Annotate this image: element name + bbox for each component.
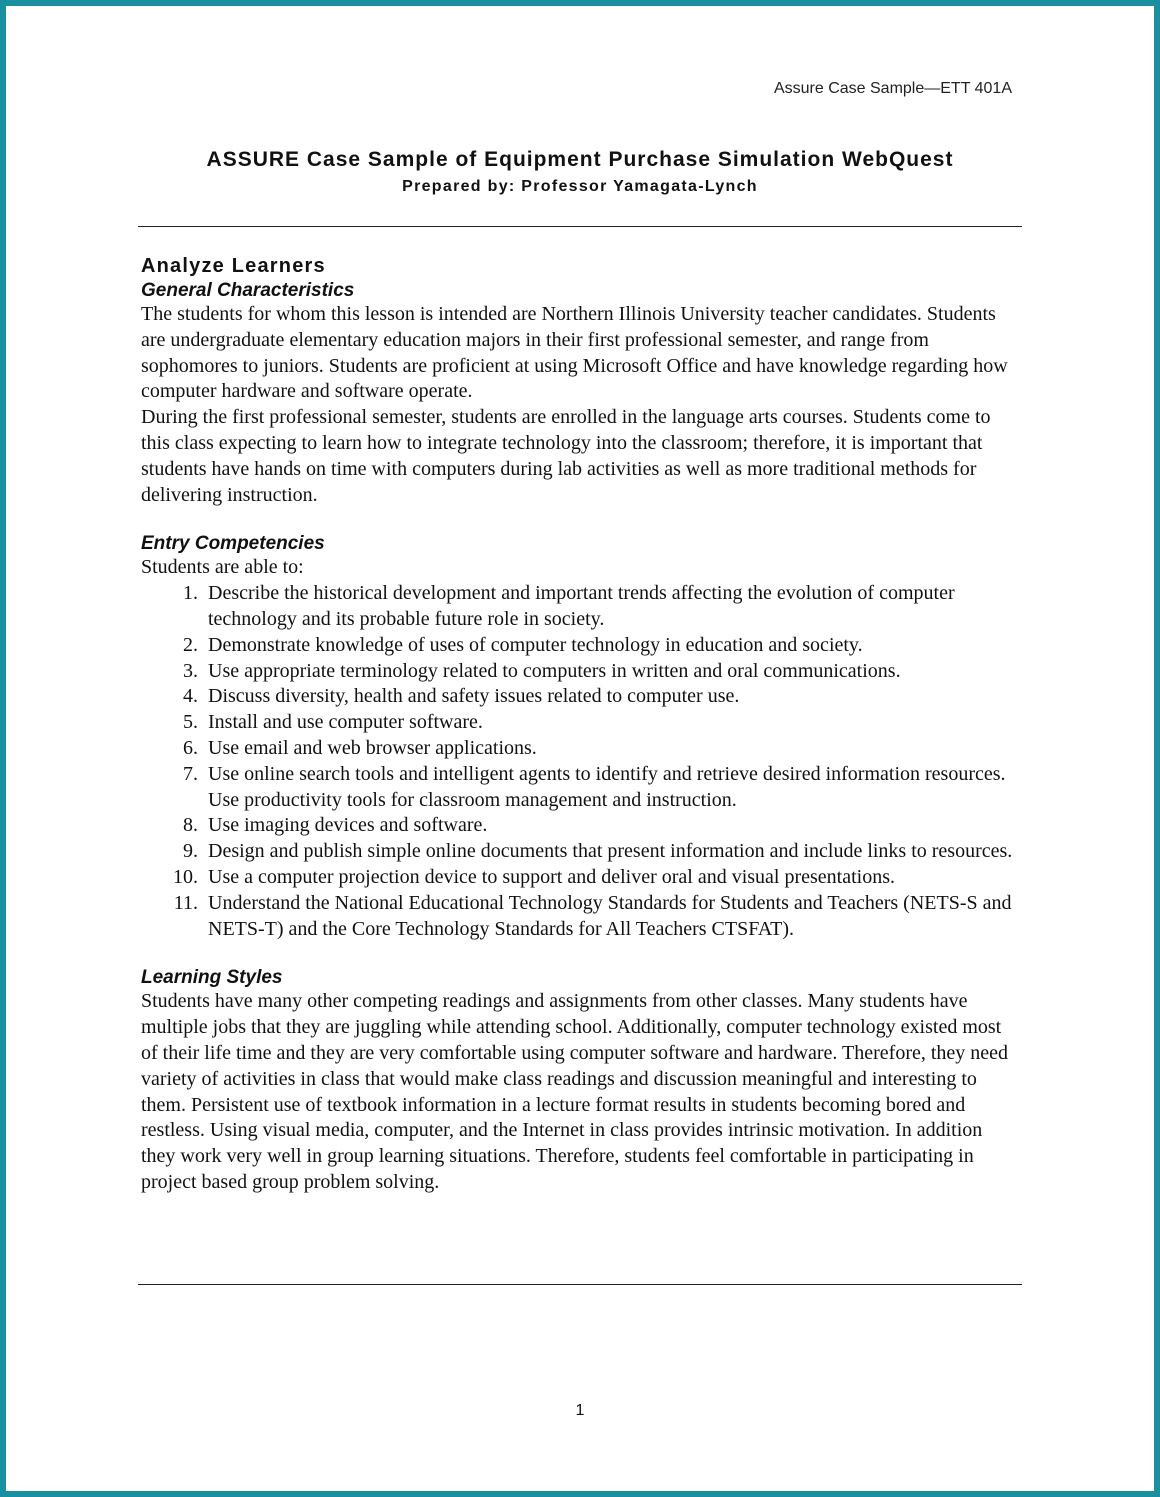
bottom-divider: [138, 1284, 1022, 1285]
top-divider: [138, 226, 1022, 227]
list-item: 11. Understand the National Educational Technology Standards for Students and Teachers (NETS-S and NETS-T) and the Core Technology Standards for All Teachers CTSFAT).: [173, 891, 1012, 940]
learning-paragraph: Students have many other competing readings and assignments from other classes. Many students have multiple jobs that they are juggling while attending school. Additionally, computer technology existed most of their life time and they are very comfortable using computer software and hardware. Therefore, they need variety of activities in class that would make class readings and discussion meaningful and interesting to them. Persistent use of textbook information in a lecture format results in students becoming bored and restless. Using visual media, computer, and the Internet in class provides intrinsic motivation. In addition they work very well in group learning situations. Therefore, students feel comfortable in participating in project based group problem solving.: [141, 990, 1009, 1193]
list-item: 10. Use a computer projection device to support and deliver oral and visual presentations.: [173, 865, 896, 888]
list-item: 6. Use email and web browser applications.: [183, 736, 537, 759]
running-header: Assure Case Sample—ETT 401A: [773, 80, 1012, 97]
general-paragraph-1: The students for whom this lesson is intended are Northern Illinois University teacher candidates. Students are undergraduate elementary education majors in their first professional semester, and range from sophomores to juniors. Students are proficient at using Microsoft Office and have knowledge regarding how computer hardware and software operate.: [141, 303, 1008, 403]
competency-list: [141, 581, 1021, 942]
main-content: [141, 252, 1021, 1196]
subheading-general-characteristics: General Characteristics: [141, 280, 355, 301]
section-heading-analyze-learners: Analyze Learners: [141, 255, 326, 277]
page-number: 1: [575, 1402, 585, 1419]
document-page: [6, 6, 1154, 1491]
list-item: 7. Use online search tools and intelligent agents to identify and retrieve desired information resources. Use productivity tools for classroom management and instruction.: [183, 762, 1006, 811]
list-item: 1. Describe the historical development and important trends affecting the evolution of computer technology and its probable future role in society.: [183, 582, 955, 630]
entry-intro: Students are able to:: [141, 556, 304, 579]
general-paragraph-2: During the first professional semester, students are enrolled in the language arts courses. Students come to this class expecting to learn how to integrate technology into the classroom; therefore, it is important that students have hands on time with computers during lab activities as well as more traditional methods for delivering instruction.: [141, 406, 991, 506]
document-subtitle: Prepared by: Professor Yamagata-Lynch: [402, 178, 758, 195]
subheading-entry-competencies: Entry Competencies: [141, 533, 325, 555]
list-item: 3. Use appropriate terminology related to computers in written and oral communications.: [183, 659, 901, 682]
list-item: 2. Demonstrate knowledge of uses of computer technology in education and society.: [183, 633, 863, 656]
subheading-learning-styles: Learning Styles: [141, 967, 283, 989]
list-item: 5. Install and use computer software.: [183, 711, 483, 734]
document-title: ASSURE Case Sample of Equipment Purchase Simulation WebQuest: [206, 148, 954, 171]
list-item: 4. Discuss diversity, health and safety issues related to computer use.: [183, 685, 740, 708]
list-item: 9. Design and publish simple online documents that present information and include links to resources.: [183, 840, 1013, 863]
list-item: 8. Use imaging devices and software.: [183, 814, 488, 837]
